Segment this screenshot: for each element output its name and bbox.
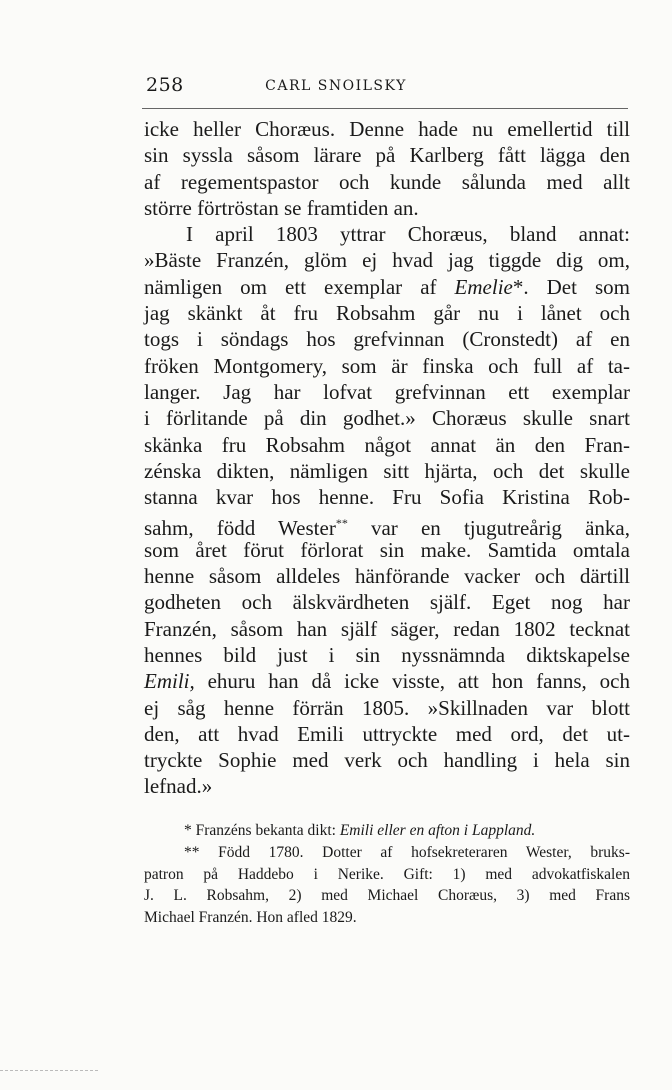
footnote-mark: * bbox=[184, 822, 192, 839]
text-line: henne såsom alldeles hänförande vacker och därtill bbox=[144, 564, 630, 589]
text-line: jag skänkt åt fru Robsahm går nu i lånet och bbox=[144, 301, 630, 326]
text-line: sin syssla såsom lärare på Karlberg fått lägga den bbox=[144, 143, 630, 168]
text-line bbox=[144, 274, 630, 300]
text-line: godheten och älskvärdheten själf. Eget nog har bbox=[144, 590, 630, 615]
text-line: hennes bild just i sin nyssnämnda diktskapelse bbox=[144, 642, 630, 667]
footnote-2-line: Michael Franzén. Hon afled 1829. bbox=[144, 909, 357, 927]
text-line: langer. Jag har lofvat grefvinnan ett exemplar bbox=[144, 379, 630, 404]
text-segment: *. Det som bbox=[512, 274, 630, 299]
text-line: lefnad.» bbox=[144, 774, 213, 799]
text-line: tryckte Sophie med verk och handling i hela sin bbox=[144, 748, 630, 773]
footnotes bbox=[144, 820, 630, 929]
running-head: CARL SNOILSKY bbox=[265, 78, 407, 94]
text-line: större förtröstan se framtiden an. bbox=[144, 195, 419, 220]
bottom-edge-rule bbox=[0, 1070, 98, 1071]
text-line: stanna kvar hos henne. Fru Sofia Kristina Rob- bbox=[144, 485, 630, 510]
page-number: 258 bbox=[146, 74, 184, 96]
text-line: ej såg henne förrän 1805. »Skillnaden var blott bbox=[144, 695, 630, 720]
emelie-title: Emelie bbox=[454, 274, 513, 299]
emili-title: Emili, bbox=[144, 669, 195, 694]
footnote-text: Född 1780. Dotter af hofsekreteraren Wester, bruks- bbox=[199, 843, 630, 861]
text-line: icke heller Choræus. Denne hade nu emellertid till bbox=[144, 117, 630, 141]
text-line: i förlitande på din godhet.» Choræus skulle snart bbox=[144, 406, 630, 431]
footnote-title: Emili eller en afton i Lappland. bbox=[339, 822, 536, 839]
header-rule bbox=[142, 108, 628, 109]
text-line: I april 1803 yttrar Choræus, bland annat: bbox=[186, 222, 630, 247]
footnote-mark: ** bbox=[184, 843, 200, 861]
text-line bbox=[144, 510, 630, 541]
text-line bbox=[144, 668, 630, 694]
text-line: »Bäste Franzén, glöm ej hvad jag tiggde dig om, bbox=[144, 248, 630, 273]
text-line: fröken Montgomery, som är finska och full af ta- bbox=[144, 353, 630, 378]
text-segment: ehuru han då icke visste, att hon fanns, och bbox=[194, 669, 630, 694]
text-segment: sahm, född Wester bbox=[144, 516, 336, 541]
text-line: den, att hvad Emili uttryckte med ord, det ut- bbox=[144, 721, 630, 746]
footnote-ref-2: ** bbox=[335, 516, 348, 531]
text-line: togs i söndags hos grefvinnan (Cronstedt) af en bbox=[144, 327, 630, 352]
footnote-2-line: J. L. Robsahm, 2) med Michael Choræus, 3) med Frans bbox=[144, 887, 630, 905]
text-line: som året förut förlorat sin make. Samtida omtala bbox=[144, 537, 630, 562]
text-line: af regementspastor och kunde sålunda med allt bbox=[144, 169, 630, 194]
text-segment: nämligen om ett exemplar af bbox=[144, 274, 437, 299]
footnote-1 bbox=[144, 820, 630, 842]
text-line: Franzén, såsom han själf säger, redan 1802 tecknat bbox=[144, 616, 630, 641]
text-segment: var en tjugutreårig änka, bbox=[347, 516, 630, 541]
text-line: zénska dikten, nämligen sitt hjärta, och det skulle bbox=[144, 458, 630, 483]
footnote-text: Franzéns bekanta dikt: bbox=[191, 822, 340, 839]
footnote-2-line: patron på Haddebo i Nerike. Gift: 1) med advokatfiskalen bbox=[144, 865, 630, 883]
footnote-2 bbox=[144, 842, 630, 864]
text-line: skänka fru Robsahm något annat än den Fran- bbox=[144, 432, 630, 457]
body-text bbox=[144, 116, 630, 800]
